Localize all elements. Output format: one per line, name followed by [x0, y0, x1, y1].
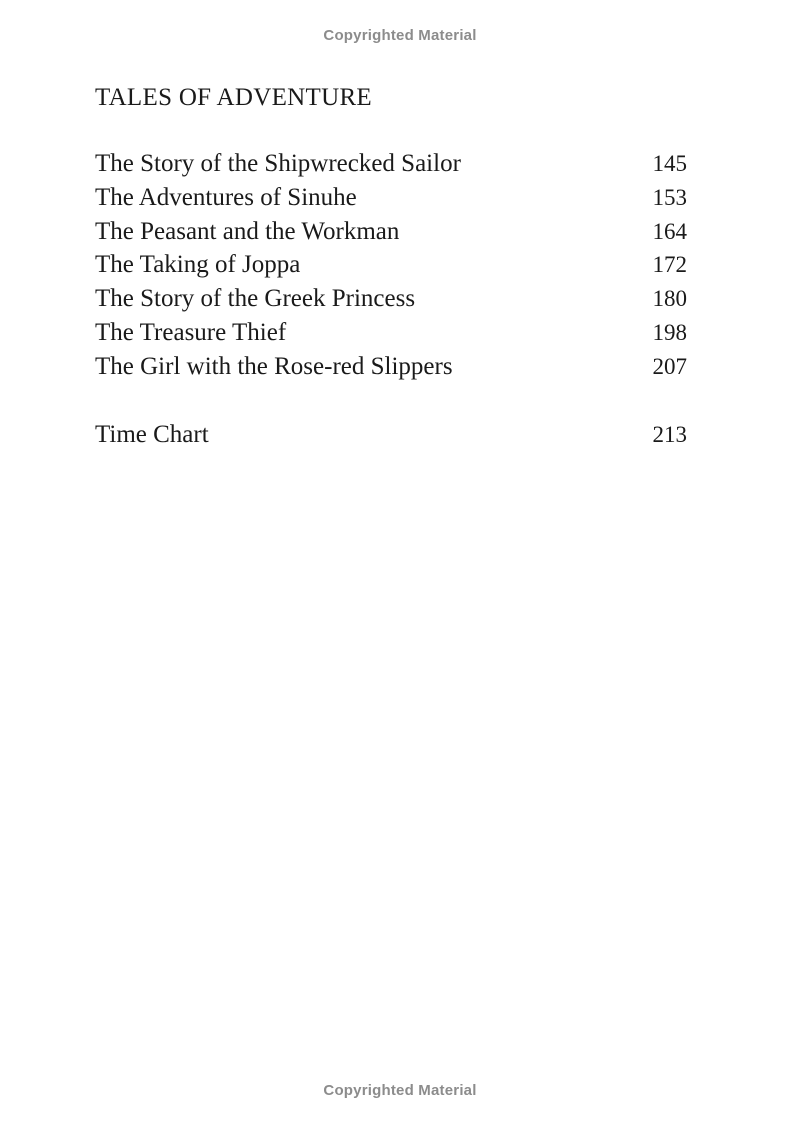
toc-entry-page: 145	[652, 151, 687, 176]
toc-entry[interactable]	[95, 218, 687, 252]
toc-entry[interactable]	[95, 285, 687, 319]
toc-entry-title: The Story of the Shipwrecked Sailor	[95, 150, 461, 177]
toc-entry-page: 180	[652, 286, 687, 312]
time-chart-title: Time Chart	[95, 421, 209, 448]
toc-entry-title: The Peasant and the Workman	[95, 217, 400, 245]
toc-entry-title: The Treasure Thief	[95, 318, 287, 346]
toc-entry-title: The Taking of Joppa	[95, 251, 301, 279]
toc-entry-title: The Story of the Greek Princess	[95, 285, 416, 313]
copyright-watermark-top: Copyrighted Material	[323, 27, 477, 44]
toc-entry-title: The Adventures of Sinuhe	[95, 183, 357, 211]
toc-entry[interactable]	[95, 150, 687, 184]
toc-entry-title: The Girl with the Rose-red Slippers	[95, 352, 453, 380]
toc-entry-page: 153	[652, 184, 687, 210]
time-chart-page: 213	[652, 422, 687, 447]
table-of-contents	[95, 150, 687, 387]
toc-entry[interactable]	[95, 251, 687, 285]
toc-entry-page: 207	[652, 353, 687, 379]
toc-entry[interactable]	[95, 319, 687, 353]
toc-entry-time-chart[interactable]	[95, 421, 687, 449]
copyright-watermark-bottom: Copyrighted Material	[323, 1082, 477, 1099]
toc-entry-page: 164	[652, 218, 687, 244]
toc-entry-page: 172	[652, 252, 687, 278]
toc-entry[interactable]	[95, 353, 687, 387]
toc-entry-page: 198	[652, 319, 687, 345]
toc-entry[interactable]	[95, 184, 687, 218]
section-heading: TALES OF ADVENTURE	[95, 84, 373, 111]
